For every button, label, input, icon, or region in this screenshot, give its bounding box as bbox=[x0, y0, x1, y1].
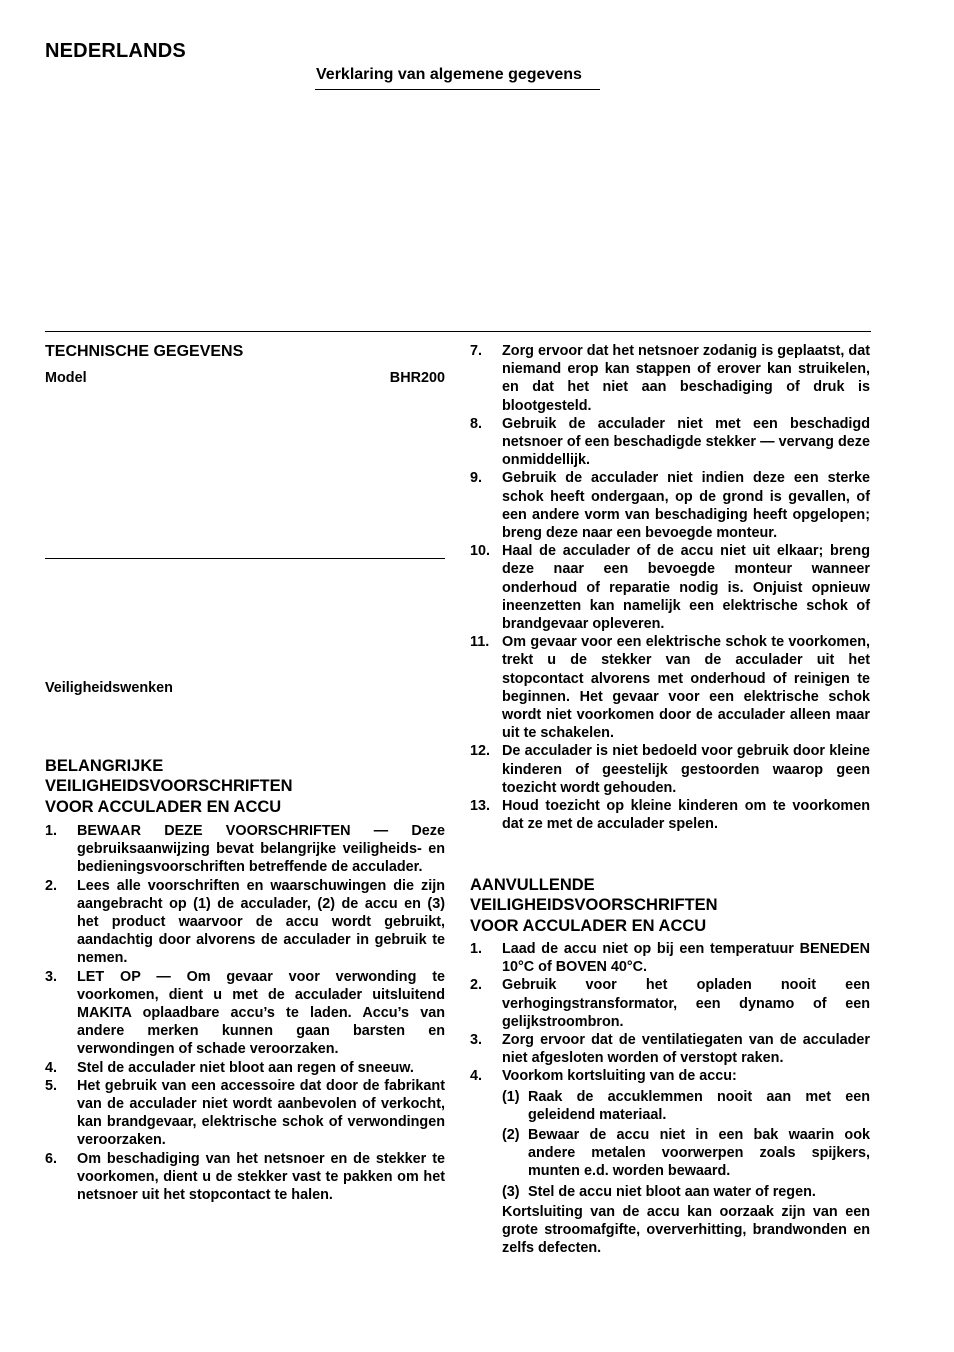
item-number: 11. bbox=[470, 634, 490, 651]
additional-title-line: VOOR ACCULADER EN ACCU bbox=[470, 916, 707, 935]
item-text: Zorg ervoor dat de ventilatiegaten van de acculader niet afgesloten worden of verstopt raken. bbox=[502, 1032, 870, 1067]
sub-item-text: Bewaar de accu niet in een bak waarin ook andere metalen voorwerpen zoals spijkers, munten e.d. worden bewaard. bbox=[528, 1127, 870, 1180]
item-text: Voorkom kortsluiting van de accu: bbox=[502, 1068, 737, 1085]
item-text: BEWAAR DEZE VOORSCHRIFTEN — Deze gebruiksaanwijzing bevat belangrijke veiligheids- en bedieningsvoorschriften betreffende de acculader. bbox=[77, 823, 445, 876]
list-item bbox=[470, 342, 870, 415]
item-text: Om beschadiging van het netsnoer en de stekker te voorkomen, dient u de stekker vast te pakken om het netsnoer uit het stopcontact te halen. bbox=[77, 1150, 445, 1204]
list-item bbox=[470, 415, 870, 470]
list-item bbox=[45, 968, 445, 1059]
list-item bbox=[470, 1067, 870, 1257]
specs-divider bbox=[45, 558, 445, 559]
item-text: LET OP — Om gevaar voor verwonding te voorkomen, dient u met de acculader uitsluitend MAKITA oplaadbare accu’s te laden. Accu’s van andere merken kunnen gaan barsten en verwondingen of schade veroorzaken. bbox=[77, 968, 445, 1058]
language-label: NEDERLANDS bbox=[45, 40, 186, 62]
list-item bbox=[470, 542, 870, 633]
list-item bbox=[45, 1077, 445, 1150]
list-item bbox=[470, 469, 870, 542]
safety-list-right bbox=[470, 342, 870, 833]
item-number: 4. bbox=[45, 1059, 58, 1076]
item-number: 8. bbox=[470, 415, 483, 432]
safety-section-title bbox=[45, 756, 445, 817]
sub-item-number: (1) bbox=[502, 1088, 520, 1105]
additional-title-line: VEILIGHEIDSVOORSCHRIFTEN bbox=[470, 896, 718, 915]
item-number: 10. bbox=[470, 543, 491, 560]
sub-list-item bbox=[502, 1088, 870, 1124]
section-divider bbox=[45, 331, 871, 332]
list-item bbox=[470, 976, 870, 1031]
short-circuit-note: Kortsluiting van de accu kan oorzaak zijn van een grote stroomafgifte, oververhitting, brandwonden en zelfs defecten. bbox=[502, 1203, 870, 1257]
page-heading: Verklaring van algemene gegevens bbox=[316, 66, 582, 83]
item-text: Houd toezicht op kleine kinderen om te voorkomen dat ze met de acculader spelen. bbox=[502, 798, 870, 833]
item-number: 2. bbox=[45, 877, 58, 894]
additional-title-line: AANVULLENDE bbox=[470, 876, 595, 894]
model-row bbox=[45, 370, 445, 386]
sub-item-number: (3) bbox=[502, 1183, 520, 1200]
item-number: 12. bbox=[470, 743, 491, 760]
additional-section-title bbox=[470, 875, 870, 936]
safety-list-left bbox=[45, 822, 445, 1204]
item-text: De acculader is niet bedoeld voor gebruik door kleine kinderen of geestelijk gestoorden waarop geen toezicht wordt gehouden. bbox=[502, 743, 870, 796]
specs-title: TECHNISCHE GEGEVENS bbox=[45, 343, 244, 360]
item-number: 6. bbox=[45, 1150, 58, 1167]
list-item bbox=[470, 797, 870, 833]
list-item bbox=[470, 742, 870, 797]
item-number: 1. bbox=[45, 823, 58, 839]
safety-hints-label: Veiligheidswenken bbox=[45, 680, 173, 696]
item-number: 4. bbox=[470, 1068, 483, 1085]
model-label: Model bbox=[45, 370, 87, 386]
item-text: Zorg ervoor dat het netsnoer zodanig is geplaatst, dat niemand erop kan stappen of erover kan struikelen, en dat het niet aan beschadiging of druk is blootgesteld. bbox=[502, 343, 870, 414]
item-text: Stel de acculader niet bloot aan regen of sneeuw. bbox=[77, 1059, 414, 1076]
item-number: 13. bbox=[470, 798, 491, 815]
sub-item-text: Stel de accu niet bloot aan water of regen. bbox=[528, 1183, 816, 1200]
sub-item-number: (2) bbox=[502, 1127, 520, 1144]
model-value: BHR200 bbox=[389, 370, 445, 386]
safety-title-line: BELANGRIJKE bbox=[45, 757, 164, 775]
list-item bbox=[470, 1031, 870, 1067]
item-number: 3. bbox=[45, 968, 58, 985]
item-text: Laad de accu niet op bij een temperatuur BENEDEN 10°C of BOVEN 40°C. bbox=[502, 941, 870, 976]
item-number: 5. bbox=[45, 1077, 58, 1094]
item-text: Gebruik de acculader niet indien deze een sterke schok heeft ondergaan, op de grond is gevallen, of een andere vorm van beschadiging heeft opgelopen; breng deze naar een bevoegde monteur. bbox=[502, 470, 870, 542]
item-number: 2. bbox=[470, 977, 483, 994]
item-text: Om gevaar voor een elektrische schok te voorkomen, trekt u de stekker van de acculader uit het stopcontact alvorens met onderhoud of reinigen te beginnen. Het gevaar voor een elektrische schok wordt niet voorkomen door de acculader alleen maar uit te schakelen. bbox=[502, 634, 870, 742]
list-item bbox=[45, 877, 445, 968]
item-text: Gebruik de acculader niet met een beschadigd netsnoer of een beschadigde stekker — vervang deze onmiddellijk. bbox=[502, 415, 870, 469]
heading-underline bbox=[315, 89, 600, 90]
sub-list bbox=[502, 1088, 870, 1201]
list-item bbox=[470, 940, 870, 976]
sub-list-item bbox=[502, 1183, 870, 1201]
sub-item-text: Raak de accuklemmen nooit aan met een geleidend materiaal. bbox=[528, 1088, 870, 1123]
item-number: 9. bbox=[470, 470, 483, 487]
sub-list-item bbox=[502, 1126, 870, 1181]
item-text: Haal de acculader of de accu niet uit elkaar; breng deze naar een bevoegde monteur wanneer onderhoud of reparatie nodig is. Onjuist opnieuw ineenzetten kan namelijk een elektrische schok of brandgevaar opleveren. bbox=[502, 543, 870, 633]
item-text: Gebruik voor het opladen nooit een verhogingstransformator, een dynamo of een gelijkstroombron. bbox=[502, 977, 870, 1030]
item-body bbox=[502, 1067, 870, 1257]
safety-title-line: VEILIGHEIDSVOORSCHRIFTEN bbox=[45, 777, 293, 796]
additional-list bbox=[470, 940, 870, 1257]
list-item bbox=[45, 1059, 445, 1077]
item-number: 1. bbox=[470, 941, 483, 957]
list-item bbox=[470, 633, 870, 742]
item-number: 3. bbox=[470, 1032, 483, 1049]
list-item bbox=[45, 1150, 445, 1205]
item-number: 7. bbox=[470, 343, 483, 359]
list-item bbox=[45, 822, 445, 877]
safety-title-line: VOOR ACCULADER EN ACCU bbox=[45, 797, 282, 816]
item-text: Het gebruik van een accessoire dat door de fabrikant van de acculader niet wordt aanbevolen of verkocht, kan brandgevaar, elektrische schok of verwondingen veroorzaken. bbox=[77, 1077, 445, 1149]
item-text: Lees alle voorschriften en waarschuwingen die zijn aangebracht op (1) de acculader, (2) de accu en (3) het product waarvoor de accu wordt gebruikt, aandachtig door alvorens de acculader in gebruik te nemen. bbox=[77, 877, 445, 967]
